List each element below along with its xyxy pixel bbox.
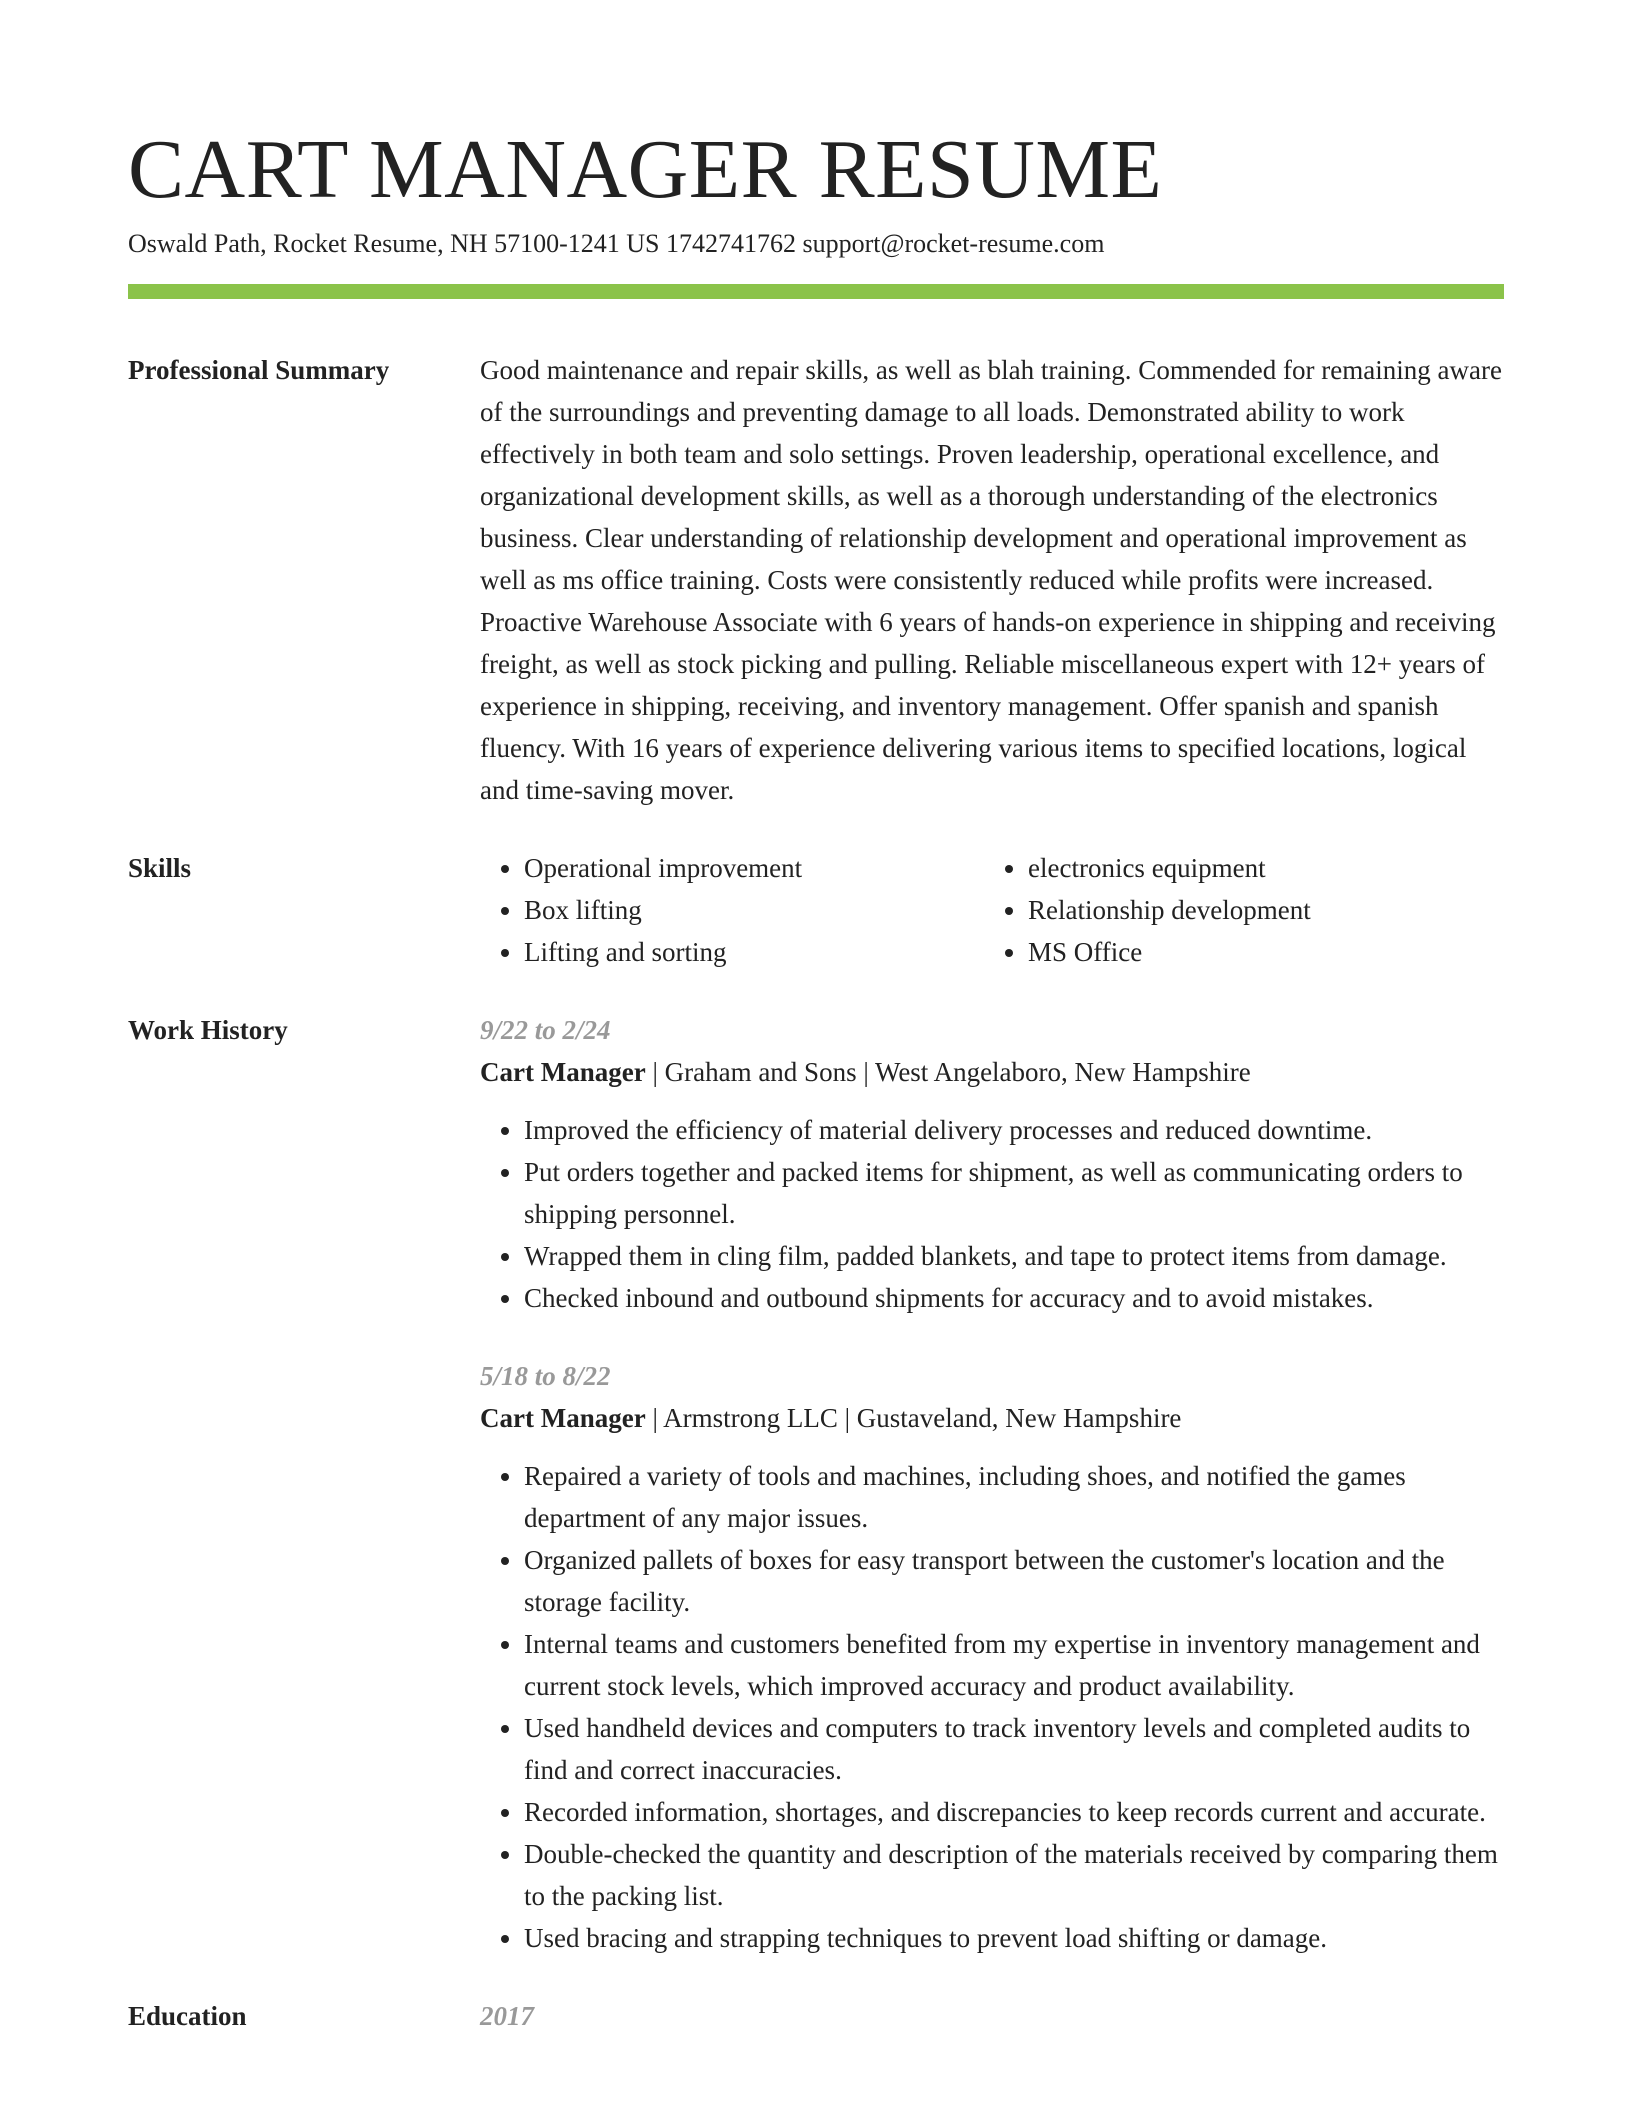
job-title: Cart Manager (480, 1403, 646, 1433)
work-history-label: Work History (128, 1015, 288, 1045)
skill-item: • electronics equipment (1028, 847, 1488, 889)
skills-column-right (984, 847, 1488, 973)
job-heading (480, 1397, 1504, 1439)
job-bullet: • Wrapped them in cling film, padded blankets, and tape to protect items from damage. (524, 1235, 1504, 1277)
skill-item: • Relationship development (1028, 889, 1488, 931)
skill-item: • Operational improvement (524, 847, 984, 889)
skills-column-left (480, 847, 984, 973)
summary-text: Good maintenance and repair skills, as well as blah training. Commended for remaining aware of the surroundings and preventing damage to all loads. Demonstrated ability to work effectively in both team and solo settings. Proven leadership, operational excellence, and organizational development skills, as well as a thorough understanding of the electronics business. Clear understanding of relationship development and operational improvement as well as ms office training. Costs were consistently reduced while profits were increased. Proactive Warehouse Associate with 6 years of hands-on experience in shipping and receiving freight, as well as stock picking and pulling. Reliable miscellaneous expert with 12+ years of experience in shipping, receiving, and inventory management. Offer spanish and spanish fluency. With 16 years of experience delivering various items to specified locations, logical and time-saving mover. (480, 355, 1502, 805)
job-bullet: • Double-checked the quantity and description of the materials received by comparing them to the packing list. (524, 1833, 1504, 1917)
job-bullet: • Improved the efficiency of material delivery processes and reduced downtime. (524, 1109, 1504, 1151)
education-date: 2017 (480, 2001, 534, 2031)
job-date: 5/18 to 8/22 (480, 1361, 611, 1391)
skills-label: Skills (128, 853, 192, 883)
skill-item: • Lifting and sorting (524, 931, 984, 973)
skill-item: • Box lifting (524, 889, 984, 931)
job-date: 9/22 to 2/24 (480, 1015, 611, 1045)
job-entry (480, 1009, 1504, 1319)
job-details: | Armstrong LLC | Gustaveland, New Hampshire (645, 1403, 1182, 1433)
job-bullets (480, 1455, 1504, 1959)
accent-divider (128, 284, 1504, 299)
skills-list (480, 847, 1504, 973)
job-details: | Graham and Sons | West Angelaboro, New Hampshire (645, 1057, 1251, 1087)
skill-item: • MS Office (1028, 931, 1488, 973)
education-label: Education (128, 2001, 247, 2031)
resume-title: CART MANAGER RESUME (128, 123, 1163, 216)
job-bullets (480, 1109, 1504, 1319)
job-bullet: • Used handheld devices and computers to track inventory levels and completed audits to find and correct inaccuracies. (524, 1707, 1504, 1791)
contact-line: Oswald Path, Rocket Resume, NH 57100-1241 US 1742741762 support@rocket-resume.com (128, 229, 1105, 258)
job-title: Cart Manager (480, 1057, 646, 1087)
job-bullet: • Repaired a variety of tools and machines, including shoes, and notified the games department of any major issues. (524, 1455, 1504, 1539)
job-bullet: • Used bracing and strapping techniques to prevent load shifting or damage. (524, 1917, 1504, 1959)
skills-section (128, 847, 1504, 973)
job-entry (480, 1355, 1504, 1959)
job-heading (480, 1051, 1504, 1093)
job-bullet: • Put orders together and packed items for shipment, as well as communicating orders to shipping personnel. (524, 1151, 1504, 1235)
job-bullet: • Checked inbound and outbound shipments for accuracy and to avoid mistakes. (524, 1277, 1504, 1319)
education-section (128, 1995, 1504, 2037)
summary-section (128, 349, 1504, 811)
resume-page (128, 120, 1504, 2037)
job-bullet: • Internal teams and customers benefited from my expertise in inventory management and current stock levels, which improved accuracy and product availability. (524, 1623, 1504, 1707)
job-bullet: • Recorded information, shortages, and discrepancies to keep records current and accurate. (524, 1791, 1504, 1833)
work-history-section (128, 1009, 1504, 1959)
summary-label: Professional Summary (128, 355, 390, 385)
job-bullet: • Organized pallets of boxes for easy transport between the customer's location and the storage facility. (524, 1539, 1504, 1623)
